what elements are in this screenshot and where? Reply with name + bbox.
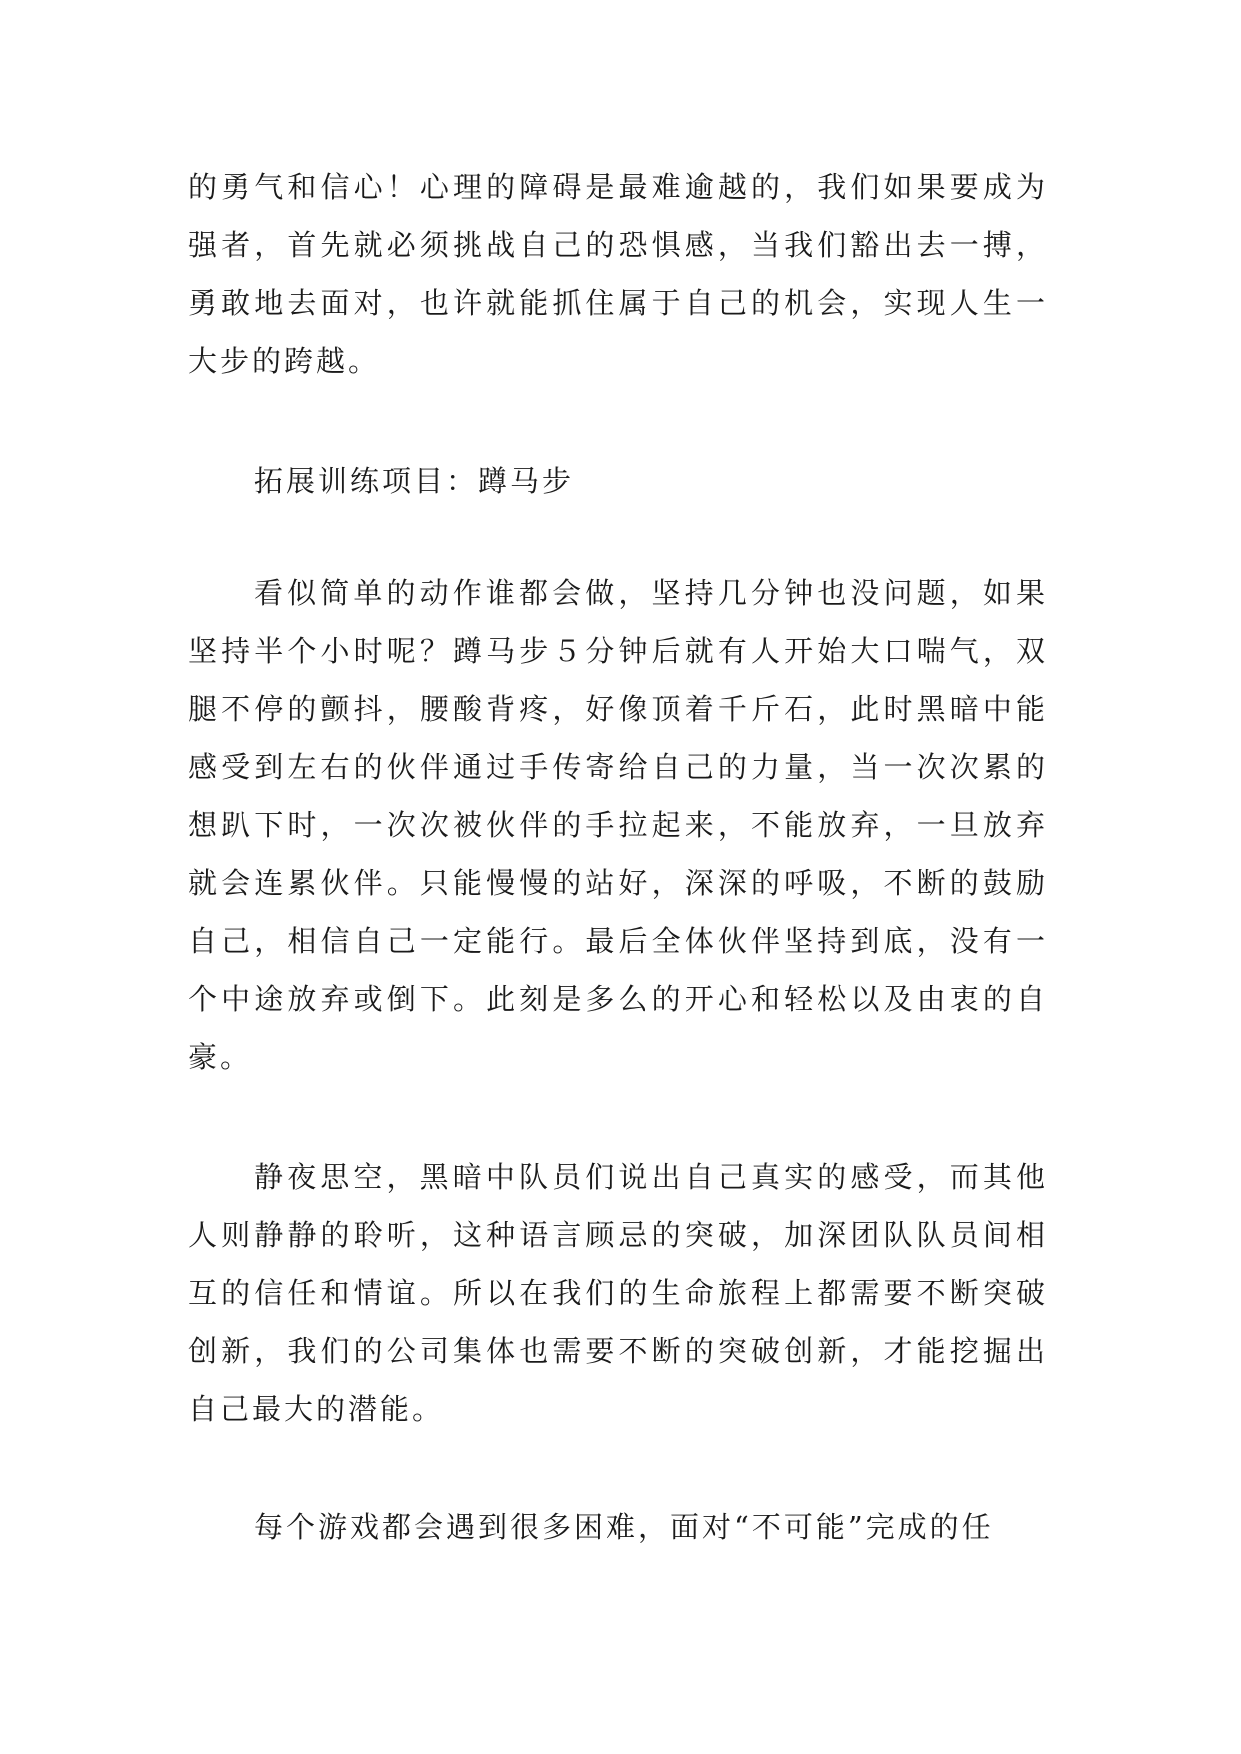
section-heading: 拓展训练项目：蹲马步	[254, 464, 575, 498]
paragraph-continuation: 的勇气和信心！心理的障碍是最难逾越的，我们如果要成为强者，首先就必须挑战自己的恐惧感，当我们豁出去一搏，勇敢地去面对，也许就能抓住属于自己的机会，实现人生一大步的跨越。	[188, 170, 1048, 378]
paragraph-squat-training: 看似简单的动作谁都会做，坚持几分钟也没问题，如果坚持半个小时呢？蹲马步５分钟后就有人开始大口喘气，双腿不停的颤抖，腰酸背疼，好像顶着千斤石，此时黑暗中能感受到左右的伙伴通过手传寄给自己的力量，当一次次累的想趴下时，一次次被伙伴的手拉起来，不能放弃，一旦放弃就会连累伙伴。只能慢慢的站好，深深的呼吸，不断的鼓励自己，相信自己一定能行。最后全体伙伴坚持到底，没有一个中途放弃或倒下。此刻是多么的开心和轻松以及由衷的自豪。	[188, 576, 1048, 1074]
paragraph-game-difficulties: 每个游戏都会遇到很多困难，面对“不可能”完成的任	[254, 1510, 994, 1544]
paragraph-night-reflection: 静夜思空，黑暗中队员们说出自己真实的感受，而其他人则静静的聆听，这种语言顾忌的突破，加深团队队员间相互的信任和情谊。所以在我们的生命旅程上都需要不断突破创新，我们的公司集体也需要不断的突破创新，才能挖掘出自己最大的潜能。	[188, 1160, 1048, 1426]
